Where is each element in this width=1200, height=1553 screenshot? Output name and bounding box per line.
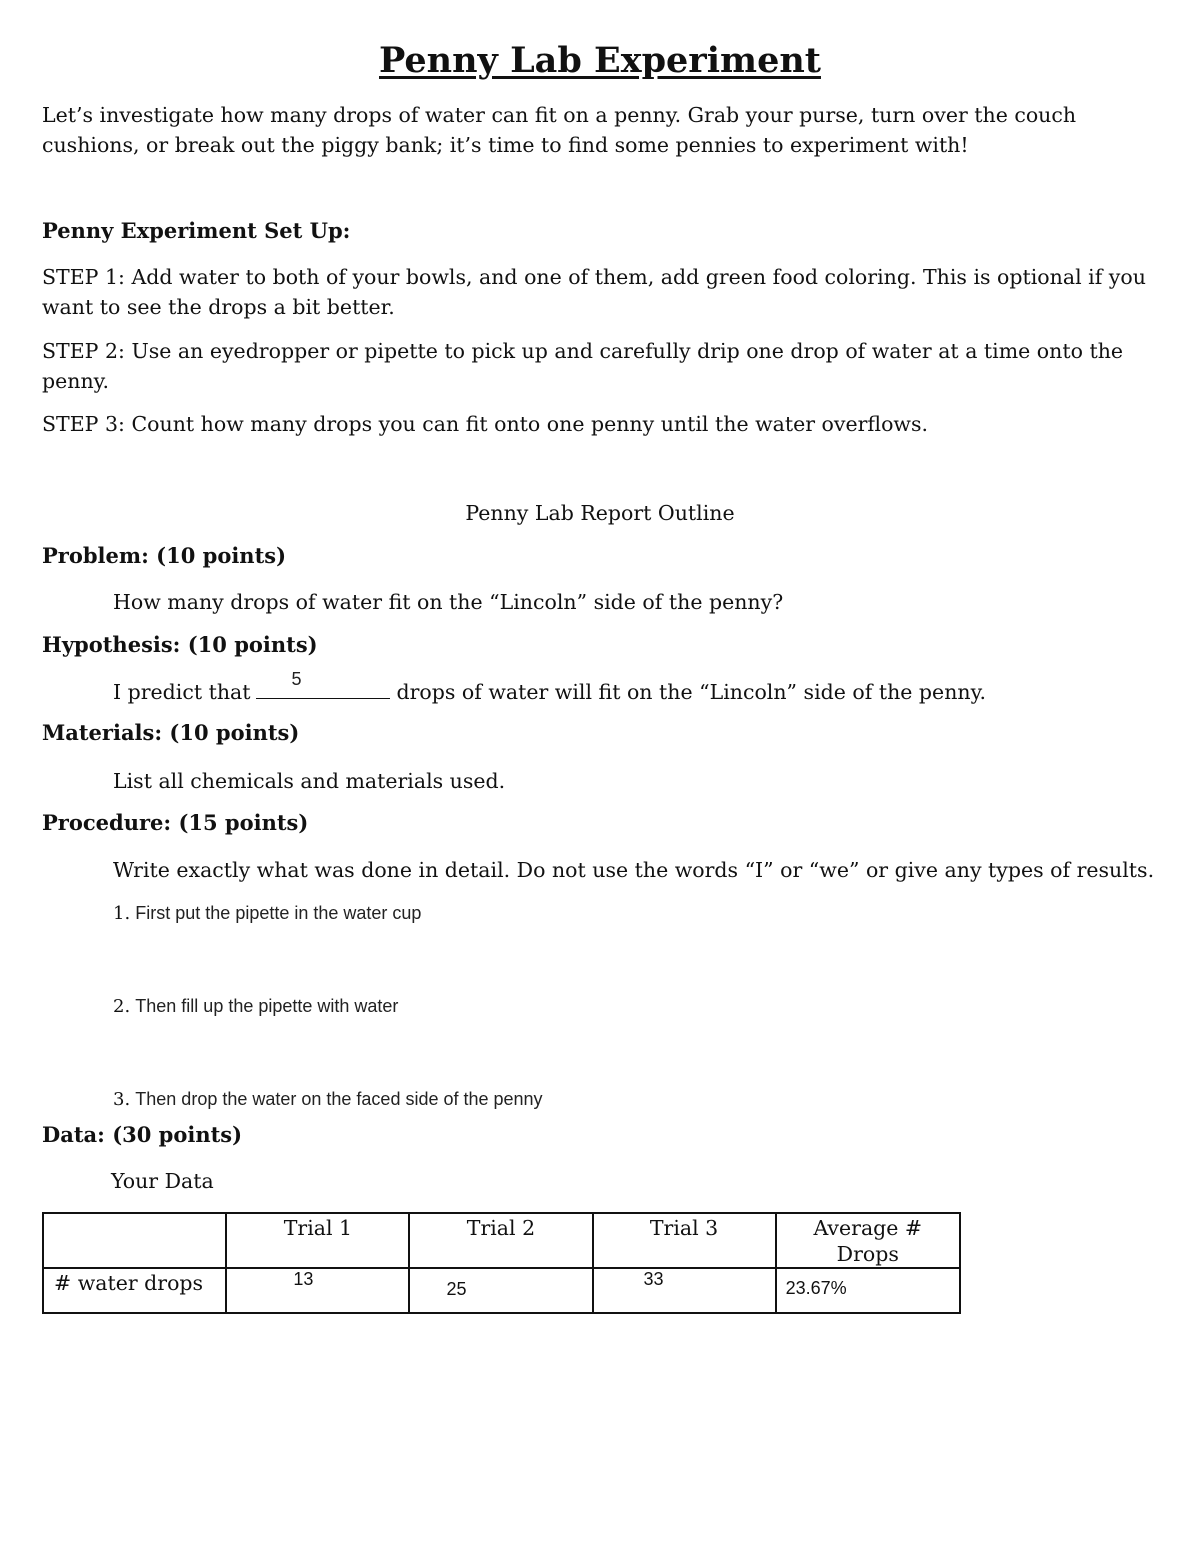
procedure-item-3 [113, 1085, 543, 1115]
procedure-item-answer[interactable]: Then drop the water on the faced side of the penny [135, 1089, 543, 1109]
table-header-cell [43, 1213, 226, 1268]
hypothesis-answer: 5 [291, 669, 302, 689]
trial-3-value: 33 [643, 1269, 664, 1289]
hypothesis-sentence [113, 669, 986, 707]
trial-1-value: 13 [293, 1269, 314, 1289]
trial-2-value: 25 [446, 1279, 467, 1299]
hypothesis-prefix: I predict that [113, 680, 251, 704]
procedure-item-1 [113, 899, 421, 929]
procedure-heading: Procedure: (15 points) [42, 810, 309, 835]
table-row [43, 1268, 960, 1313]
procedure-item-answer[interactable]: First put the pipette in the water cup [135, 903, 422, 923]
materials-text: List all chemicals and materials used. [113, 769, 506, 793]
procedure-item-answer[interactable]: Then fill up the pipette with water [135, 996, 399, 1016]
table-cell-trial-1[interactable] [226, 1268, 409, 1313]
table-header-cell: Trial 2 [409, 1213, 592, 1268]
procedure-item-number: 3. [113, 1089, 131, 1110]
problem-heading: Problem: (10 points) [42, 543, 287, 568]
hypothesis-suffix: drops of water will fit on the “Lincoln” side of the penny. [396, 680, 986, 704]
setup-step-1: STEP 1: Add water to both of your bowls, and one of them, add green food coloring. This is optional if you want to see the drops a bit better. [42, 265, 1146, 319]
procedure-item-number: 2. [113, 996, 131, 1017]
table-row-label: # water drops [43, 1268, 226, 1313]
data-heading: Data: (30 points) [42, 1122, 243, 1147]
hypothesis-heading: Hypothesis: (10 points) [42, 632, 318, 657]
average-value: 23.67% [785, 1278, 847, 1298]
outline-title: Penny Lab Report Outline [465, 501, 735, 525]
procedure-item-2 [113, 992, 398, 1022]
setup-step-2: STEP 2: Use an eyedropper or pipette to pick up and carefully drip one drop of water at a time onto the penny. [42, 339, 1124, 393]
setup-heading: Penny Experiment Set Up: [42, 218, 351, 243]
data-subheading: Your Data [111, 1169, 214, 1193]
setup-step-3: STEP 3: Count how many drops you can fit onto one penny until the water overflows. [42, 412, 928, 436]
table-cell-trial-3[interactable] [593, 1268, 776, 1313]
table-header-cell: Trial 3 [593, 1213, 776, 1268]
table-cell-average[interactable] [776, 1268, 960, 1313]
table-header-row [43, 1213, 960, 1268]
materials-heading: Materials: (10 points) [42, 720, 300, 745]
hypothesis-blank[interactable] [256, 669, 390, 699]
table-header-cell: Trial 1 [226, 1213, 409, 1268]
document-title: Penny Lab Experiment [379, 40, 821, 81]
procedure-text: Write exactly what was done in detail. Do not use the words “I” or “we” or give any types of results. [113, 858, 1155, 882]
table-cell-trial-2[interactable] [409, 1268, 592, 1313]
table-header-cell: Average # Drops [776, 1213, 960, 1268]
intro-paragraph: Let’s investigate how many drops of water can fit on a penny. Grab your purse, turn over the couch cushions, or break out the piggy bank; it’s time to find some pennies to experiment with! [42, 103, 1077, 157]
data-table [42, 1212, 961, 1314]
procedure-item-number: 1. [113, 903, 131, 924]
problem-text: How many drops of water fit on the “Lincoln” side of the penny? [113, 590, 784, 614]
